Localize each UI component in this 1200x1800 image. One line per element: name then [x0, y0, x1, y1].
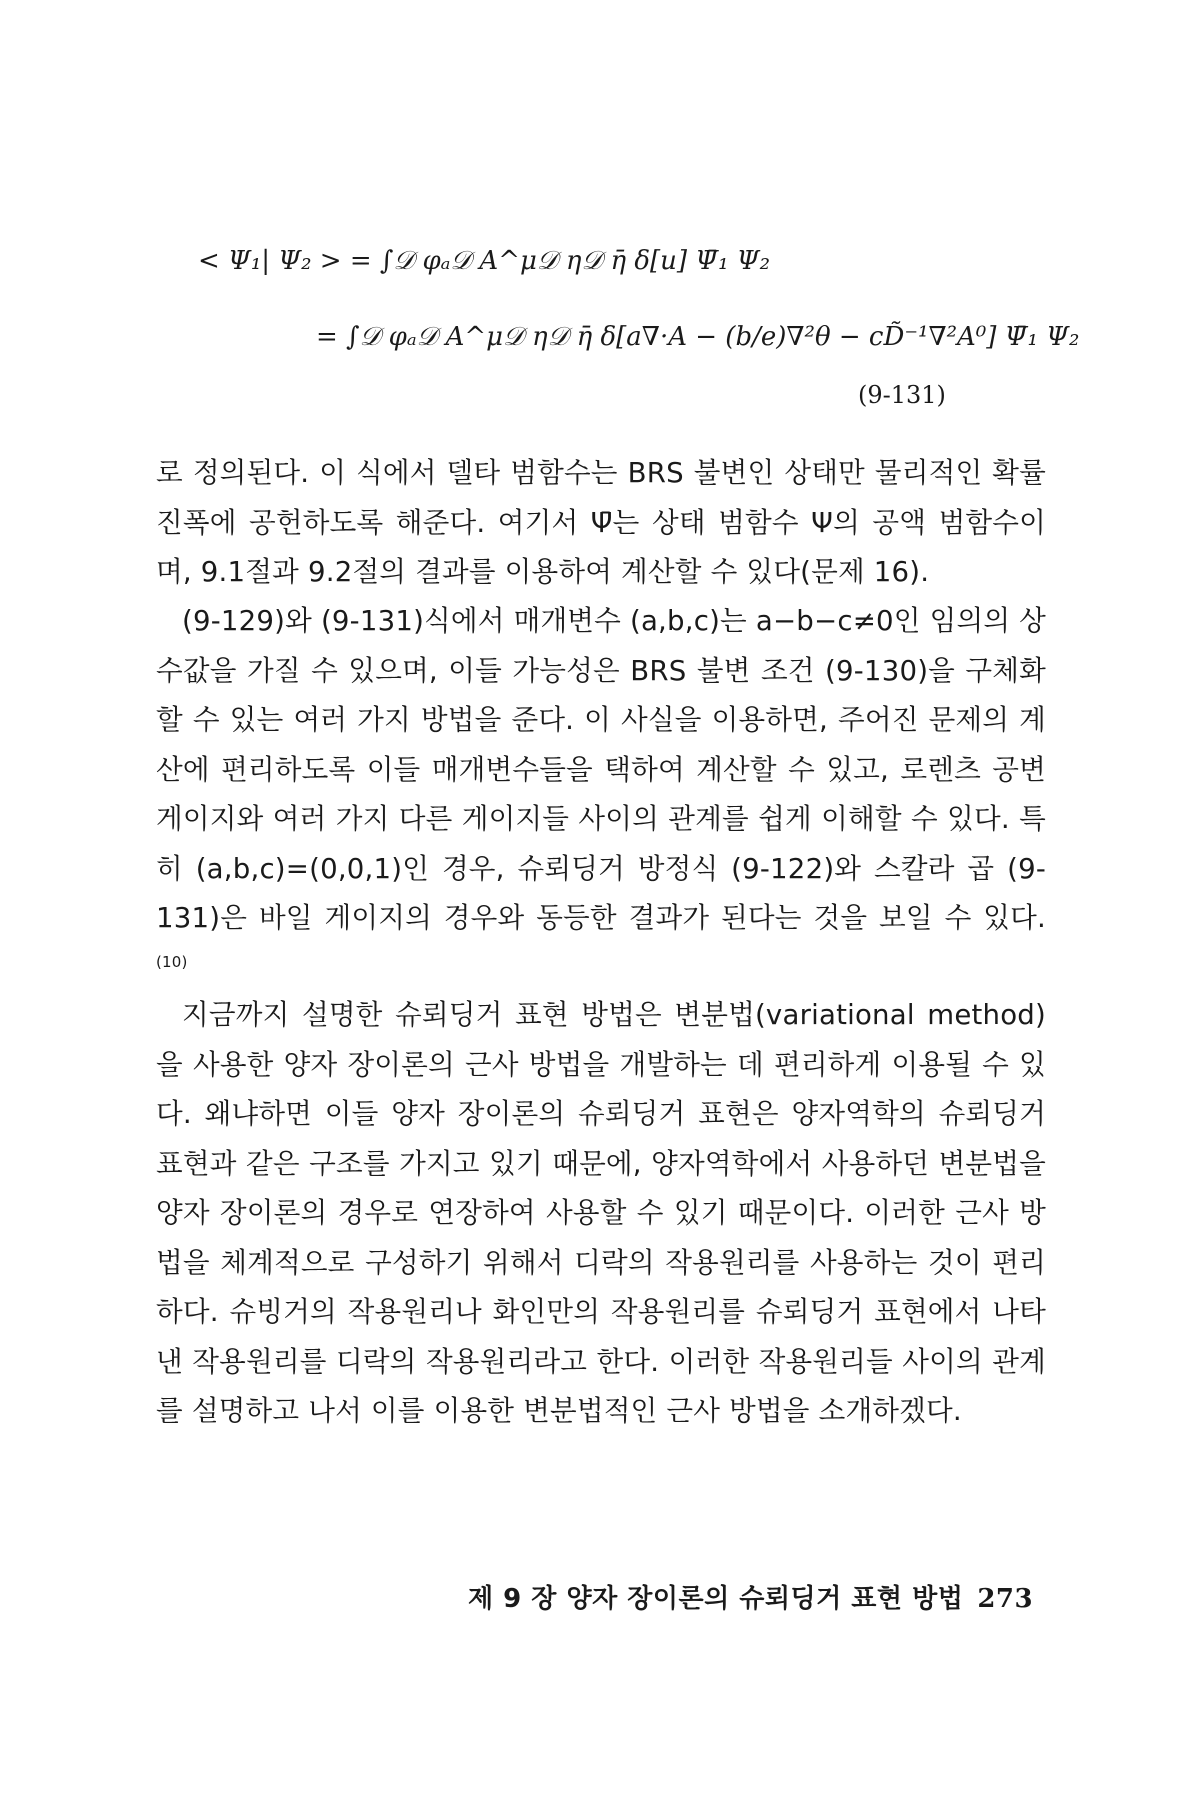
- paragraph-1: [156, 448, 1046, 597]
- paragraph-2-text: [156, 596, 1046, 992]
- page-number: 273: [977, 1584, 1034, 1614]
- equation-number: (9-131): [858, 381, 946, 409]
- paragraph-2: [156, 596, 1046, 992]
- reference-mark: (10): [156, 952, 188, 971]
- equation-line-2: = ∫𝒟 φₐ𝒟 A^μ𝒟 η𝒟 η̄ δ[a∇·A − (b/e)∇²θ − cD̃⁻¹∇²A⁰] Ψ̄₁ Ψ₂: [316, 322, 1080, 352]
- equation-line-1: < Ψ₁| Ψ₂ > = ∫𝒟 φₐ𝒟 A^μ𝒟 η𝒟 η̄ δ[u] Ψ̄₁ Ψ₂: [198, 246, 770, 276]
- paragraph-3: [156, 990, 1046, 1436]
- paragraph-3-text: 지금까지 설명한 슈뢰딩거 표현 방법은 변분법(variational method)을 사용한 양자 장이론의 근사 방법을 개발하는 데 편리하게 이용될 수 있다. 왜냐하면 이들 양자 장이론의 슈뢰딩거 표현은 양자역학의 슈뢰딩거 표현과 같은 구조를 가지고 있기 때문에, 양자역학에서 사용하던 변분법을 양자 장이론의 경우로 연장하여 사용할 수 있기 때문이다. 이러한 근사 방법을 체계적으로 구성하기 위해서 디락의 작용원리를 사용하는 것이 편리하다. 슈빙거의 작용원리나 화인만의 작용원리를 슈뢰딩거 표현에서 나타낸 작용원리를 디락의 작용원리라고 한다. 이러한 작용원리들 사이의 관계를 설명하고 나서 이를 이용한 변분법적인 근사 방법을 소개하겠다.: [156, 998, 1046, 1427]
- page-footer: [468, 1578, 1033, 1615]
- paragraph-1-text: 로 정의된다. 이 식에서 델타 범함수는 BRS 불변인 상태만 물리적인 확률 진폭에 공헌하도록 해준다. 여기서 Ψ̄는 상태 범함수 Ψ의 공액 범함수이며, 9.1절과 9.2절의 결과를 이용하여 계산할 수 있다(문제 16).: [156, 456, 1046, 588]
- paragraph-2-body: (9-129)와 (9-131)식에서 매개변수 (a,b,c)는 a−b−c≠0인 임의의 상수값을 가질 수 있으며, 이들 가능성은 BRS 불변 조건 (9-130)을 구체화할 수 있는 여러 가지 방법을 준다. 이 사실을 이용하면, 주어진 문제의 계산에 편리하도록 이들 매개변수들을 택하여 계산할 수 있고, 로렌츠 공변 게이지와 여러 가지 다른 게이지들 사이의 관계를 쉽게 이해할 수 있다. 특히 (a,b,c)=(0,0,1)인 경우, 슈뢰딩거 방정식 (9-122)와 스칼라 곱 (9-131)은 바일 게이지의 경우와 동등한 결과가 된다는 것을 보일 수 있다.: [156, 604, 1047, 934]
- chapter-title: 제 9 장 양자 장이론의 슈뢰딩거 표현 방법: [468, 1584, 964, 1614]
